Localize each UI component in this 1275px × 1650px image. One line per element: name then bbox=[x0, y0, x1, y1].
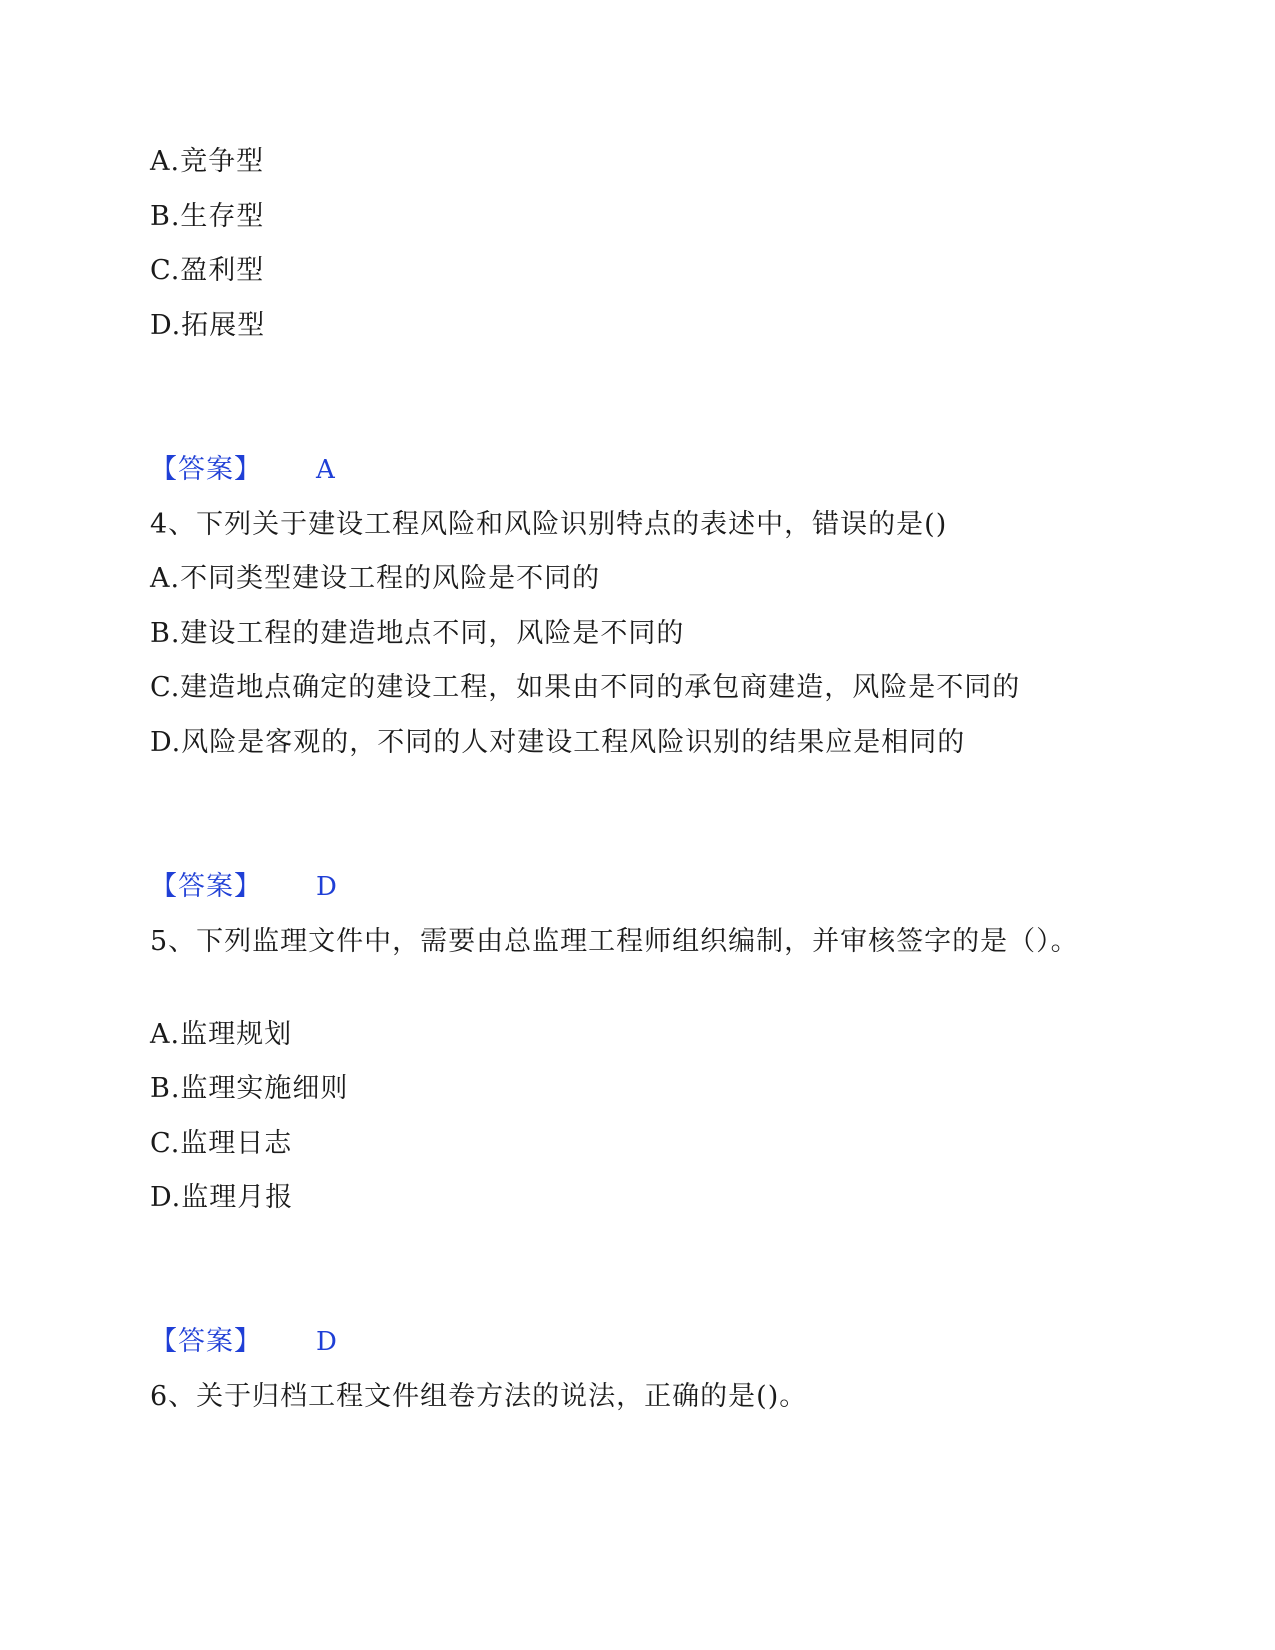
q3-option-b: B.生存型 bbox=[150, 201, 265, 232]
q5-option-d: D.监理月报 bbox=[150, 1182, 294, 1213]
q4-answer bbox=[150, 870, 338, 904]
q4-option-d: D.风险是客观的，不同的人对建设工程风险识别的结果应是相同的 bbox=[150, 727, 966, 758]
answer-label: 【答案】 bbox=[150, 871, 262, 902]
q5-option-a: A.监理规划 bbox=[150, 1019, 293, 1050]
q3-answer bbox=[150, 453, 336, 487]
q3-option-c: C.盈利型 bbox=[150, 255, 265, 286]
answer-label: 【答案】 bbox=[150, 454, 262, 485]
q5-stem: 5、下列监理文件中，需要由总监理工程师组织编制，并审核签字的是（）。 bbox=[150, 926, 1079, 957]
q4-stem: 4、下列关于建设工程风险和风险识别特点的表述中，错误的是() bbox=[150, 509, 948, 540]
q4-option-c: C.建造地点确定的建设工程，如果由不同的承包商建造，风险是不同的 bbox=[150, 672, 1021, 703]
answer-value: D bbox=[316, 872, 338, 902]
q5-answer bbox=[150, 1325, 338, 1359]
answer-value: A bbox=[316, 455, 336, 485]
answer-value: D bbox=[316, 1327, 338, 1357]
q3-option-a: A.竞争型 bbox=[150, 146, 265, 177]
q5-option-b: B.监理实施细则 bbox=[150, 1073, 349, 1104]
q3-option-d: D.拓展型 bbox=[150, 310, 266, 341]
q4-option-a: A.不同类型建设工程的风险是不同的 bbox=[150, 563, 601, 594]
q4-option-b: B.建设工程的建造地点不同，风险是不同的 bbox=[150, 618, 685, 649]
q5-option-c: C.监理日志 bbox=[150, 1128, 293, 1159]
q6-stem: 6、关于归档工程文件组卷方法的说法，正确的是()。 bbox=[150, 1381, 808, 1412]
answer-label: 【答案】 bbox=[150, 1326, 262, 1357]
